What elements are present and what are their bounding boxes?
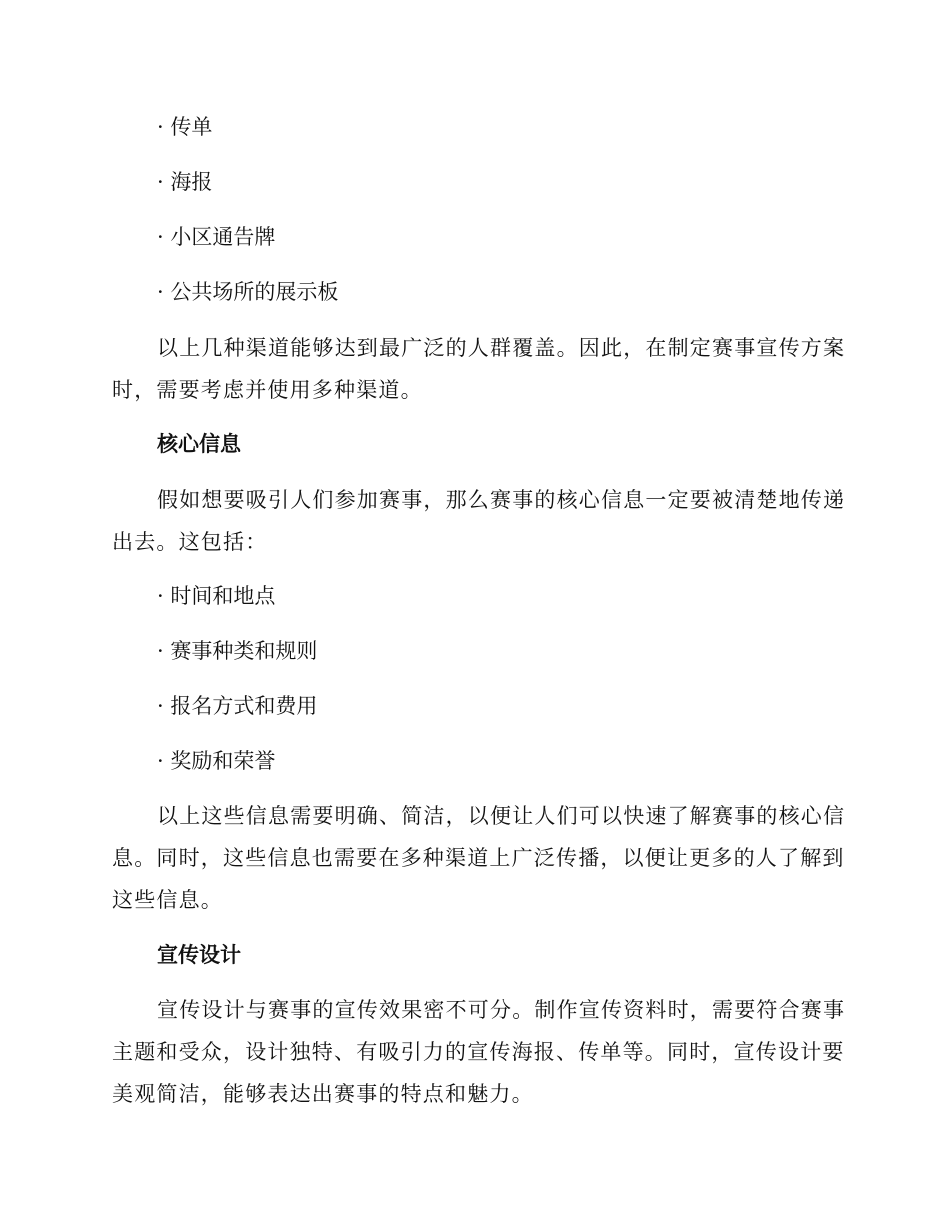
- list-item: · 赛事种类和规则: [157, 639, 318, 663]
- paragraph-line: 宣传设计与赛事的宣传效果密不可分。制作宣传资料时，需要符合赛事: [157, 998, 846, 1022]
- list-item: · 传单: [157, 115, 213, 139]
- section-heading: 宣传设计: [157, 943, 241, 967]
- paragraph-line: 假如想要吸引人们参加赛事，那么赛事的核心信息一定要被清楚地传递: [157, 488, 846, 512]
- paragraph-line: 出去。这包括：: [112, 530, 268, 554]
- list-item: · 小区通告牌: [157, 225, 276, 249]
- list-item: · 海报: [157, 170, 213, 194]
- list-item: · 公共场所的展示板: [157, 280, 339, 304]
- paragraph-line: 这些信息。: [112, 888, 223, 912]
- list-item: · 时间和地点: [157, 584, 276, 608]
- paragraph-line: 美观简洁，能够表达出赛事的特点和魅力。: [112, 1082, 534, 1106]
- section-heading: 核心信息: [157, 432, 241, 456]
- paragraph-line: 以上这些信息需要明确、简洁，以便让人们可以快速了解赛事的核心信: [157, 804, 846, 828]
- paragraph-line: 以上几种渠道能够达到最广泛的人群覆盖。因此，在制定赛事宣传方案: [157, 336, 846, 360]
- paragraph-line: 时，需要考虑并使用多种渠道。: [112, 378, 423, 402]
- list-item: · 奖励和荣誉: [157, 749, 276, 773]
- list-item: · 报名方式和费用: [157, 694, 318, 718]
- paragraph-line: 息。同时，这些信息也需要在多种渠道上广泛传播，以便让更多的人了解到: [112, 846, 845, 870]
- paragraph-line: 主题和受众，设计独特、有吸引力的宣传海报、传单等。同时，宣传设计要: [112, 1040, 845, 1064]
